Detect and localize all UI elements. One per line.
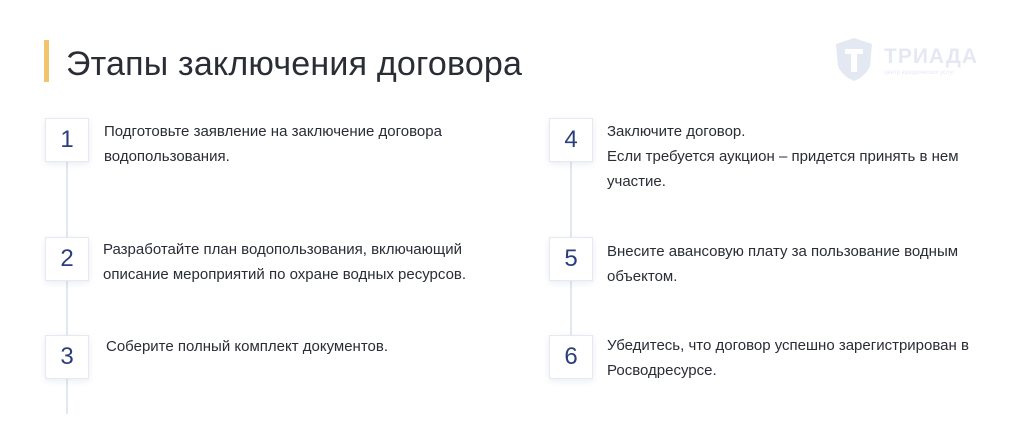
brand-name: ТРИАДА xyxy=(884,45,978,68)
title-accent-bar xyxy=(44,40,49,82)
step-text-4: Заключите договор. Если требуется аукцион – придется принять в нем участие. xyxy=(607,123,959,190)
step-number-4: 4 xyxy=(549,118,593,162)
step-number-2: 2 xyxy=(45,237,89,281)
brand-tagline: центр юридических услуг xyxy=(884,70,955,76)
step-number-1: 1 xyxy=(45,118,89,162)
step-number-3: 3 xyxy=(45,335,89,379)
step-text-1: Подготовьте заявление на заключение договора водопользования. xyxy=(104,123,442,165)
step-text-6: Убедитесь, что договор успешно зарегистрирован в Росводресурсе. xyxy=(607,337,969,379)
step-text-5: Внесите авансовую плату за пользование водным объектом. xyxy=(607,243,959,285)
step-number-5: 5 xyxy=(549,237,593,281)
step-text-2: Разработайте план водопользования, включающий описание мероприятий по охране водных ресурсов. xyxy=(103,241,467,283)
step-number-6: 6 xyxy=(549,335,593,379)
step-text-3: Соберите полный комплект документов. xyxy=(106,338,389,355)
page-title: Этапы заключения договора xyxy=(66,45,523,83)
